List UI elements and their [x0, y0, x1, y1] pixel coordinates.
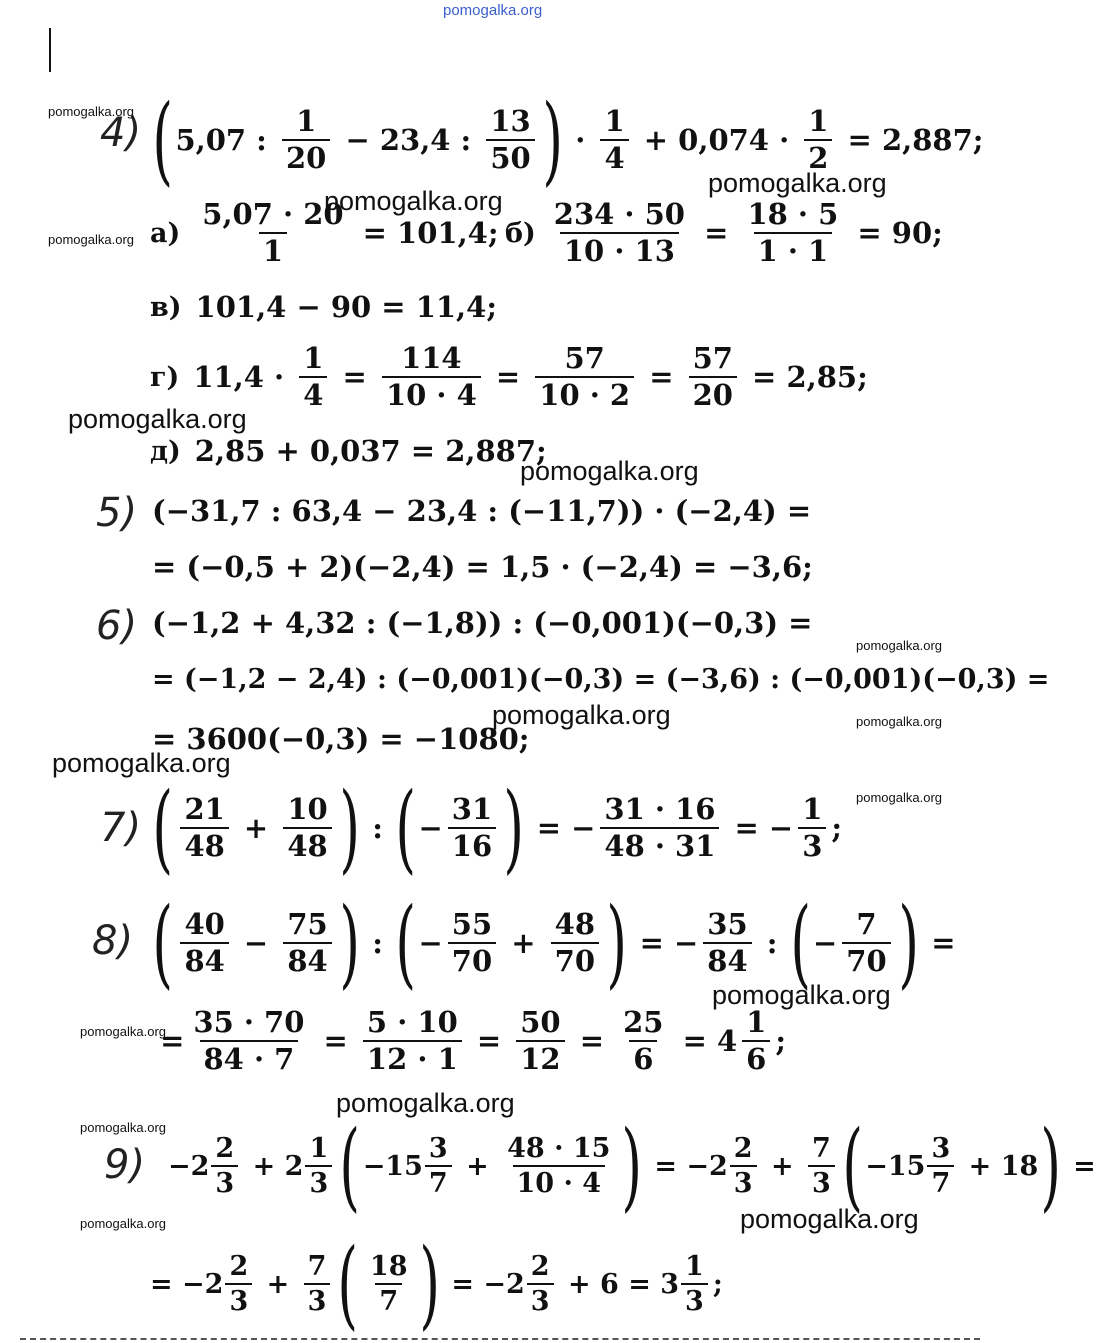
term: = −	[526, 811, 596, 845]
problem-6-line-2	[152, 664, 1049, 695]
fraction: $\frac{234 \cdot 50}{10 \cdot 13}$	[553, 197, 685, 268]
result: ;	[775, 1024, 787, 1058]
watermark: pomogalka.org	[712, 980, 891, 1010]
watermark: pomogalka.org	[336, 1088, 515, 1118]
watermark: pomogalka.org	[520, 456, 699, 486]
term: =	[639, 360, 684, 394]
equation-text: (−1,2 + 4,32 : (−1,8)) : (−0,001)(−0,3) =	[152, 606, 813, 640]
watermark: pomogalka.org	[68, 404, 247, 434]
text-cursor	[49, 28, 51, 72]
watermark: pomogalka.org	[708, 168, 887, 198]
term: −	[418, 811, 443, 845]
problem-number-6: 6)	[96, 603, 138, 649]
problem-9-line-2	[150, 1228, 723, 1340]
fraction: $\frac{35 \cdot 70}{84 \cdot 7}$	[193, 1005, 305, 1076]
term: + 6 = 3	[558, 1268, 680, 1300]
fraction: $\frac{3}{7}$	[927, 1135, 954, 1197]
left-paren: (	[152, 772, 174, 884]
fraction: $\frac{5,07 \cdot 20}{1}$	[202, 197, 344, 268]
problem-number-5: 5)	[96, 490, 138, 536]
left-paren: (	[395, 887, 417, 999]
term: =	[313, 1024, 358, 1058]
result: = 2,85;	[741, 360, 868, 394]
left-paren: (	[337, 1228, 359, 1340]
fraction: $\frac{31 \cdot 16}{48 \cdot 31}$	[600, 795, 719, 861]
fraction: $\frac{5 \cdot 10}{12 \cdot 1}$	[363, 1008, 462, 1074]
term: =	[693, 216, 739, 250]
fraction: $\frac{25}{6}$	[623, 1005, 664, 1076]
term: = −	[724, 811, 794, 845]
problem-number-4: 4)	[100, 110, 142, 156]
result: ;	[712, 1268, 723, 1300]
fraction: $\frac{10}{48}$	[283, 795, 331, 861]
fraction: $\frac{7}{3}$	[304, 1253, 331, 1315]
fraction: $\frac{50}{12}$	[516, 1008, 564, 1074]
fraction: $\frac{57}{10 \cdot 2}$	[535, 344, 634, 410]
fraction: $\frac{1}{4}$	[299, 344, 327, 410]
fraction: $\frac{1}{2}$	[804, 107, 832, 173]
term: = −2	[441, 1268, 525, 1300]
term: + 0,074 ·	[633, 123, 800, 157]
problem-number-7: 7)	[100, 805, 142, 851]
term: −15	[362, 1150, 423, 1182]
problem-number-8: 8)	[92, 918, 134, 964]
watermark: pomogalka.org	[80, 1120, 166, 1135]
watermark: pomogalka.org	[856, 790, 942, 805]
step-label: д)	[150, 435, 181, 467]
equation-text: (−31,7 : 63,4 − 23,4 : (−11,7)) · (−2,4) =	[152, 494, 812, 528]
problem-5-line-2	[152, 550, 813, 584]
fraction: $\frac{7}{3}$	[808, 1135, 835, 1197]
term: 5,07 :	[175, 123, 277, 157]
whole-part: 4	[716, 1024, 738, 1058]
term: − 23,4 :	[335, 123, 482, 157]
term: =	[466, 1024, 512, 1058]
fraction: $\frac{2}{3}$	[730, 1135, 757, 1197]
right-paren: )	[503, 772, 525, 884]
watermark: pomogalka.org	[80, 1024, 166, 1039]
watermark: pomogalka.org	[492, 700, 671, 730]
result: = 2,887;	[837, 123, 984, 157]
step-label: б)	[505, 217, 536, 249]
step-label: в)	[150, 291, 182, 323]
problem-8-line-2	[150, 1005, 787, 1076]
bottom-edge-noise	[20, 1338, 980, 1340]
fraction: $\frac{18}{7}$	[369, 1251, 408, 1317]
term: =	[150, 1024, 185, 1058]
term: + 2	[243, 1150, 304, 1182]
watermark: pomogalka.org	[80, 1216, 166, 1231]
equation-text: = 3600(−0,3) = −1080;	[152, 722, 530, 756]
step-label: а)	[150, 217, 181, 249]
term: =	[672, 1024, 717, 1058]
right-paren: )	[621, 1110, 643, 1222]
right-paren: )	[898, 887, 919, 999]
watermark: pomogalka.org	[48, 104, 134, 119]
step-v	[150, 290, 497, 324]
term: :	[362, 926, 394, 960]
right-paren: )	[606, 887, 628, 999]
fraction: $\frac{18 \cdot 5}{1 \cdot 1}$	[747, 197, 839, 268]
term: −15	[865, 1150, 926, 1182]
right-paren: )	[339, 772, 360, 884]
fraction: $\frac{114}{10 \cdot 4}$	[382, 344, 481, 410]
term: +	[456, 1150, 499, 1182]
term: :	[756, 926, 788, 960]
term: =	[1063, 1150, 1096, 1182]
left-paren: (	[152, 84, 174, 196]
watermark: pomogalka.org	[324, 186, 503, 216]
fraction: $\frac{55}{70}$	[448, 910, 496, 976]
problem-5-line-1	[152, 494, 811, 528]
watermark: pomogalka.org	[48, 232, 134, 247]
term: 11,4 ·	[193, 360, 295, 394]
equation-text: = (−0,5 + 2)(−2,4) = 1,5 · (−2,4) = −3,6;	[152, 550, 813, 584]
step-text: 2,85 + 0,037 = 2,887;	[194, 434, 547, 468]
term: = −2	[644, 1150, 728, 1182]
fraction: $\frac{1}{6}$	[742, 1008, 770, 1074]
problem-7-equation	[150, 772, 843, 884]
term: =	[569, 1024, 615, 1058]
fraction: $\frac{1}{3}$	[305, 1135, 332, 1197]
right-paren: )	[1040, 1110, 1062, 1222]
step-g	[150, 341, 868, 412]
problem-number-9: 9)	[104, 1142, 146, 1188]
right-paren: )	[542, 84, 563, 196]
term: = −	[629, 926, 699, 960]
step-text: 101,4 − 90 = 11,4;	[195, 290, 498, 324]
fraction: $\frac{35}{84}$	[703, 910, 751, 976]
left-paren: (	[842, 1110, 863, 1222]
left-paren: (	[152, 887, 174, 999]
term: =	[332, 360, 377, 394]
term: −	[233, 926, 279, 960]
result: = 101,4;	[352, 216, 499, 250]
watermark-top[interactable]: pomogalka.org	[443, 2, 543, 19]
step-d	[150, 434, 547, 468]
fraction: $\frac{1}{3}$	[681, 1253, 708, 1315]
left-paren: (	[339, 1110, 361, 1222]
term: −	[812, 926, 838, 960]
fraction: $\frac{21}{48}$	[180, 795, 228, 861]
term: ·	[565, 123, 596, 157]
fraction: $\frac{3}{7}$	[425, 1135, 452, 1197]
fraction: $\frac{13}{50}$	[486, 107, 534, 173]
term: +	[233, 811, 279, 845]
fraction: $\frac{2}{3}$	[225, 1253, 252, 1315]
term: +	[761, 1150, 804, 1182]
fraction: $\frac{75}{84}$	[283, 910, 331, 976]
fraction: $\frac{40}{84}$	[180, 910, 228, 976]
fraction: $\frac{2}{3}$	[527, 1253, 554, 1315]
watermark: pomogalka.org	[856, 638, 942, 653]
fraction: $\frac{57}{20}$	[689, 344, 737, 410]
fraction: $\frac{7}{70}$	[842, 910, 890, 976]
problem-6-line-1	[152, 606, 812, 640]
fraction: $\frac{48 \cdot 15}{10 \cdot 4}$	[507, 1133, 611, 1199]
term: =	[485, 360, 531, 394]
equation-text: = (−1,2 − 2,4) : (−0,001)(−0,3) = (−3,6) : (−0,001)(−0,3) =	[152, 664, 1050, 695]
term: = −2	[150, 1268, 224, 1300]
fraction: $\frac{1}{3}$	[798, 795, 826, 861]
fraction: $\frac{1}{20}$	[282, 107, 330, 173]
left-paren: (	[395, 772, 417, 884]
term: +	[501, 926, 546, 960]
term: −	[418, 926, 443, 960]
term: =	[921, 926, 956, 960]
term: + 18	[959, 1150, 1039, 1182]
watermark: pomogalka.org	[52, 748, 231, 778]
fraction: $\frac{48}{70}$	[551, 910, 599, 976]
watermark: pomogalka.org	[856, 714, 942, 729]
step-b	[505, 197, 943, 268]
fraction: $\frac{1}{4}$	[600, 107, 628, 173]
fraction: $\frac{31}{16}$	[448, 795, 496, 861]
watermark: pomogalka.org	[740, 1204, 919, 1234]
result: = 90;	[847, 216, 943, 250]
right-paren: )	[339, 887, 360, 999]
result: ;	[831, 811, 843, 845]
term: −2	[168, 1150, 210, 1182]
term: +	[257, 1268, 299, 1300]
left-paren: (	[789, 887, 811, 999]
fraction: $\frac{2}{3}$	[211, 1135, 238, 1197]
right-paren: )	[418, 1228, 440, 1340]
step-label: г)	[150, 361, 180, 393]
term: :	[362, 811, 394, 845]
